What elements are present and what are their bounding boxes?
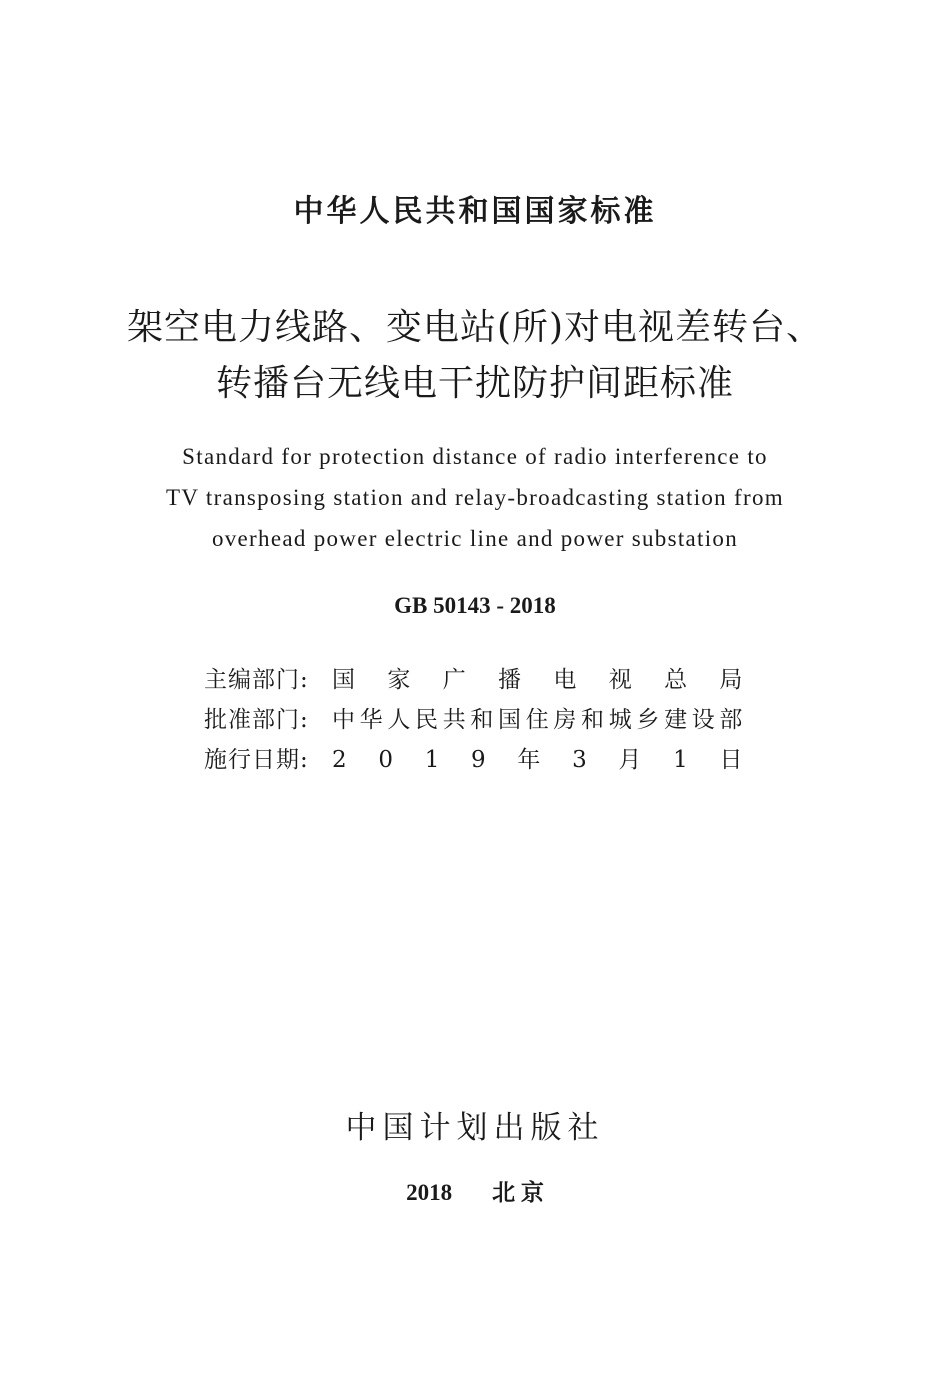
meta-char: 0 (378, 747, 395, 773)
meta-char: 国 (332, 667, 357, 693)
meta-char: 月 (618, 747, 643, 773)
meta-char: 中 (332, 707, 357, 733)
meta-char: 家 (387, 667, 412, 693)
english-title-line-2: TV transposing station and relay-broadcasting station from (166, 485, 784, 510)
meta-char: 人 (387, 707, 412, 733)
meta-char: 华 (359, 707, 385, 733)
meta-char: 日 (719, 747, 744, 773)
meta-char: 2 (332, 747, 349, 773)
chinese-title (0, 300, 950, 412)
meta-char: 房 (553, 707, 578, 733)
meta-char: 3 (572, 747, 589, 773)
meta-char: 播 (498, 667, 523, 693)
meta-char: 广 (442, 667, 468, 693)
meta-char: 9 (471, 747, 488, 773)
meta-char: 住 (525, 707, 551, 733)
chinese-title-line-2: 转播台无线电干扰防护间距标准 (215, 363, 734, 404)
approver-label: 批准部门: (204, 707, 309, 733)
english-title-line-1: Standard for protection distance of radio interference to (182, 444, 768, 469)
publication-line (0, 1178, 950, 1208)
meta-char: 年 (517, 747, 542, 773)
publication-city: 北 京 (492, 1180, 544, 1205)
metadata-block (204, 660, 744, 780)
meta-char: 民 (415, 707, 440, 733)
meta-char: 1 (424, 747, 441, 773)
publication-year: 2018 (406, 1180, 453, 1205)
national-standard-heading: 中华人民共和国国家标准 (293, 194, 657, 229)
approver-row (204, 700, 744, 740)
date-label: 施行日期: (204, 747, 309, 773)
meta-char: 和 (470, 707, 495, 733)
editor-row (204, 660, 744, 700)
meta-char: 局 (719, 667, 744, 693)
meta-char: 城 (608, 707, 634, 733)
meta-char: 建 (664, 707, 689, 733)
meta-char: 国 (498, 707, 523, 733)
meta-char: 部 (719, 707, 744, 733)
meta-char: 1 (673, 747, 690, 773)
chinese-title-line-1: 架空电力线路、变电站(所)对电视差转台、 (126, 307, 824, 348)
editor-value (332, 660, 744, 700)
meta-char: 乡 (636, 707, 661, 733)
english-title (0, 436, 950, 559)
meta-char: 总 (664, 667, 689, 693)
meta-char: 视 (608, 667, 634, 693)
editor-label: 主编部门: (204, 667, 309, 693)
approver-value (332, 700, 744, 740)
date-row (204, 740, 744, 780)
standard-code: GB 50143 - 2018 (394, 593, 556, 618)
publisher-name: 中国计划出版社 (345, 1110, 605, 1146)
meta-char: 设 (691, 707, 717, 733)
date-value (332, 740, 744, 780)
meta-char: 和 (581, 707, 606, 733)
meta-char: 共 (442, 707, 468, 733)
meta-char: 电 (553, 667, 578, 693)
english-title-line-3: overhead power electric line and power substation (211, 526, 739, 551)
